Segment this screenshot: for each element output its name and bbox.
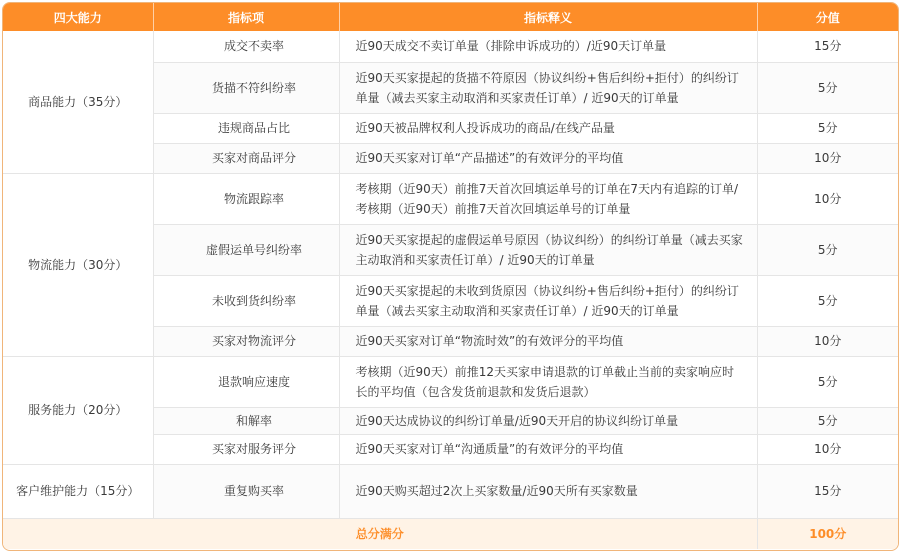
indicator-name: 和解率: [153, 407, 339, 434]
indicator-definition: 考核期（近90天）前推12天买家申请退款的订单截止当前的卖家响应时长的平均值（包含发货前退款和发货后退款）: [339, 356, 757, 407]
capability-group-label: 商品能力（35分）: [3, 31, 153, 173]
indicator-score: 5分: [757, 62, 898, 113]
header-score: 分值: [757, 3, 898, 31]
indicator-name: 买家对服务评分: [153, 434, 339, 464]
capability-group-label: 服务能力（20分）: [3, 356, 153, 464]
capability-group-label: 客户维护能力（15分）: [3, 464, 153, 518]
indicator-score: 10分: [757, 143, 898, 173]
indicator-score: 5分: [757, 113, 898, 143]
indicator-definition: 近90天达成协议的纠纷订单量/近90天开启的协议纠纷订单量: [339, 407, 757, 434]
indicator-definition: 近90天成交不卖订单量（排除申诉成功的）/近90天订单量: [339, 31, 757, 62]
table-row: [3, 356, 898, 407]
capability-group-label: 物流能力（30分）: [3, 173, 153, 356]
indicator-name: 违规商品占比: [153, 113, 339, 143]
indicator-score: 15分: [757, 31, 898, 62]
score-table-container: [2, 2, 899, 551]
indicator-score: 5分: [757, 275, 898, 326]
indicator-name: 重复购买率: [153, 464, 339, 518]
indicator-name: 买家对商品评分: [153, 143, 339, 173]
indicator-definition: 近90天买家对订单“沟通质量”的有效评分的平均值: [339, 434, 757, 464]
indicator-name: 未收到货纠纷率: [153, 275, 339, 326]
total-score: 100分: [757, 518, 898, 549]
indicator-score: 5分: [757, 407, 898, 434]
total-row: [3, 518, 898, 549]
table-header-row: [3, 3, 898, 31]
indicator-definition: 考核期（近90天）前推7天首次回填运单号的订单在7天内有追踪的订单/考核期（近90天）前推7天首次回填运单号的订单量: [339, 173, 757, 224]
header-capability: 四大能力: [3, 3, 153, 31]
indicator-definition: 近90天买家对订单“物流时效”的有效评分的平均值: [339, 326, 757, 356]
header-definition: 指标释义: [339, 3, 757, 31]
indicator-definition: 近90天买家对订单“产品描述”的有效评分的平均值: [339, 143, 757, 173]
table-row: [3, 31, 898, 62]
indicator-score: 10分: [757, 326, 898, 356]
indicator-score: 10分: [757, 173, 898, 224]
table-row: [3, 173, 898, 224]
indicator-definition: 近90天被品牌权利人投诉成功的商品/在线产品量: [339, 113, 757, 143]
indicator-name: 买家对物流评分: [153, 326, 339, 356]
indicator-definition: 近90天购买超过2次上买家数量/近90天所有买家数量: [339, 464, 757, 518]
indicator-score: 5分: [757, 224, 898, 275]
indicator-definition: 近90天买家提起的货描不符原因（协议纠纷+售后纠纷+拒付）的纠纷订单量（减去买家主动取消和买家责任订单）/ 近90天的订单量: [339, 62, 757, 113]
indicator-name: 物流跟踪率: [153, 173, 339, 224]
header-indicator: 指标项: [153, 3, 339, 31]
indicator-name: 货描不符纠纷率: [153, 62, 339, 113]
indicator-score: 5分: [757, 356, 898, 407]
indicator-score: 15分: [757, 464, 898, 518]
capability-score-table: [3, 3, 898, 549]
total-label: 总分满分: [3, 518, 757, 549]
indicator-definition: 近90天买家提起的虚假运单号原因（协议纠纷）的纠纷订单量（减去买家主动取消和买家责任订单）/ 近90天的订单量: [339, 224, 757, 275]
indicator-name: 虚假运单号纠纷率: [153, 224, 339, 275]
indicator-name: 成交不卖率: [153, 31, 339, 62]
indicator-score: 10分: [757, 434, 898, 464]
indicator-definition: 近90天买家提起的未收到货原因（协议纠纷+售后纠纷+拒付）的纠纷订单量（减去买家主动取消和买家责任订单）/ 近90天的订单量: [339, 275, 757, 326]
indicator-name: 退款响应速度: [153, 356, 339, 407]
table-row: [3, 464, 898, 518]
